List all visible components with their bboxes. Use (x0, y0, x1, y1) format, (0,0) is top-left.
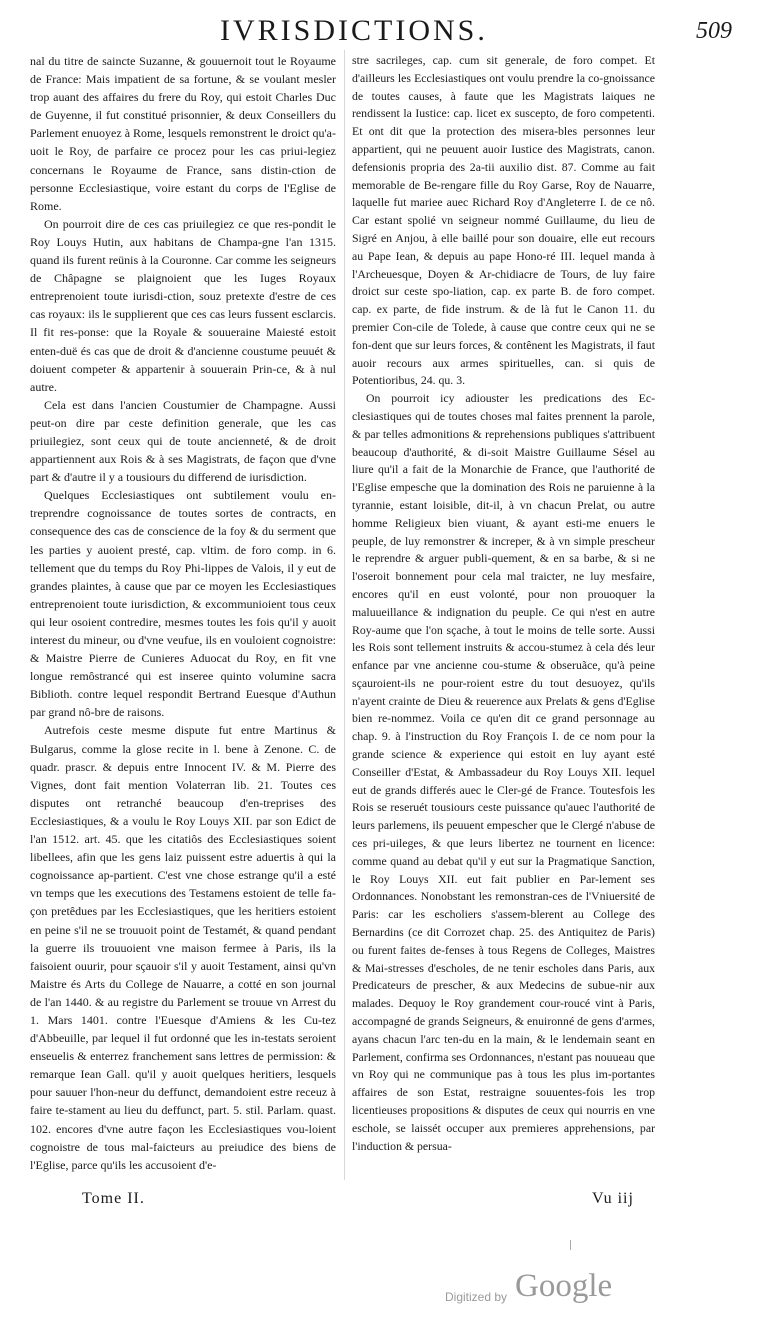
signature-mark: Vu iij (592, 1190, 634, 1207)
volume-label: Tome II. (82, 1190, 145, 1207)
running-title: IVRISDICTIONS. (220, 14, 488, 47)
left-paragraph-1: nal du titre de saincte Suzanne, & gouuernoit tout le Royaume de France: Mais impatient de sa fortune, & se voulant mesler trop auant des affaires du frere du Roy, qui estoit Charles Duc de Guyenne, il fut constitué prisonnier, & deux Conseillers du Parlement enuoyez à Rome, lesquels remonstrent le droict qu'a-uoit le Roy, de parfaire ce procez pour les cas priui-legiez concernans le Royaume de France, sans distin-ction de personne Ecclesiastique, voire estant du corps de l'Eglise de Rome. (30, 54, 336, 213)
left-paragraph-5: Autrefois ceste mesme dispute fut entre Martinus & Bulgarus, comme la glose recite in l. bene à Zenone. C. de quadr. prascr. & depuis entre Innocent IV. & M. Pierre des Vignes, dont fait mention Volaterran lib. 21. Toutes ces disputes ont retranché beaucoup d'en-treprises des Ecclesiastiques, & a voulu le Roy Louys XII. par son Edict de l'an 1512. art. 45. que les citatiôs des Ecclesiastiques soient libellees, afin que les gens laiz puissent estre aduertis à qui la cognoissance ap-partient. C'est vne chose estrange qu'il a esté vn temps que les executions des Testamens estoient de telle fa-çon pretêdues par les Ecclesiastiques, que les heritiers estoient en peine s'il ne se trouuoit point de Testamét, & quand pendant la guerre ils trouuoient vne maison fermee à Paris, ils la faisoient ouurir, pour sçauoir s'il y auoit Testament, ainsi qu'vn Maistre és Arts du College de Nauarre, a cotté en son journal de l'an 1440. & au registre du Parlement se trouue vn Arrest du 1. Mars 1401. contre l'Euesque d'Amiens & les Cu-tez d'Abbeuille, par lequel il fut ordonné que les in-testats seroient enseuelis & enterrez franchement sans lettres de permission: & remarque Iean Gall. qu'il y auoit quelques heritiers, lesquels pour sauuer l'hon-neur du deffunct, demandoient estre receuz à faire te-stament au lieu du deffunct, part. 5. stil. Parlam. quast. 102. encores d'vne autre façon les Ecclesiastiques vou-loient cognoistre de tous mal-faicteurs au preiudice des biens de l'Eglise, parce qu'ils les accusoient d'e- (30, 723, 336, 1172)
left-column (30, 52, 336, 1174)
page-number: 509 (696, 18, 732, 44)
left-paragraph-4: Quelques Ecclesiastiques ont subtilement voulu en-treprendre cognoissance de toutes sortes de contracts, en consequence des cas de conscience de la foy & du serment que les parties y auoient presté, cap. vltim. de foro comp. in 6. tellement que du temps du Roy Phi-lippes de Valois, il y eut de grandes plaintes, à cause que par ce moyen les Ecclesiastiques entreprenoient toute iurisdiction, & excommunioient tous ceux qui leur osoient contredire, mesmes toutes les fois qu'il y auoit interest du mineur, ou d'vne veufue, ils en vouloient cognoistre: & Maistre Pierre de Cunieres Aduocat du Roy, en fit vne longue remôstrancé qui est inseree quinto volumine sacra Biblioth. contre lequel respondit Bertrand Euesque d'Authun par grand nô-bre de raisons. (30, 488, 336, 720)
google-logo: Google (515, 1268, 613, 1304)
margin-mark (570, 1240, 571, 1250)
right-paragraph-1: stre sacrileges, cap. cum sit generale, de foro compet. Et d'ailleurs les Ecclesiastiques ont voulu prendre la co-gnoissance de toutes causes, à faute que les Magistrats laiques ne rendissent la Iustice: cap. licet ex suscepto, de foro competenti. Et ont dit que la protection des misera-bles personnes leur appartient, qui ne peuuent auoir Iustice des Magistrats, canon. defensionis propria des 2a-tii auxilio dist. 87. Comme au fait memorable de Be-rengare fille du Roy Garse, Roy de Nauarre, laquelle fut mariee auec Richard Roy d'Angleterre I. de ce nô. Car estant spolié vn seigneur nommé Guillaume, du lieu de Sigré en Anjou, à elle baillé pour son douaire, elle eut recours au Pape Iean, & depuis au pape Hono-ré III. lequel manda à l'Archeuesque, Doyen & Ar-chidiacre de Tours, de luy faire droict sur ceste spo-liation, cap. ex parte B. de foro compet. cap. ex parte, de fide instrum. & de là fut le Canon 11. du premier Con-cile de Tolede, à cause que contre ceux qui ne se fon-dent que sur leurs forces, & contênent les Magistrats, il faut auoir recours aux armes spirituelles, can. si quis de Potentioribus, 24. qu. 3. (352, 53, 655, 388)
watermark-prefix: Digitized by (445, 1290, 508, 1304)
running-head (0, 10, 764, 50)
right-column (352, 52, 655, 1155)
left-paragraph-3: Cela est dans l'ancien Coustumier de Champagne. Aussi peut-on dire par ceste definition generale, que les cas priuilegiez, sont ceux qui de toute ancienneté, & de droit appartiennent aux Rois & à ses Magistrats, de façon que d'vne part & d'autre il y a tousiours du differend de iurisdiction. (30, 397, 336, 485)
left-paragraph-2: On pourroit dire de ces cas priuilegiez ce que res-pondit le Roy Louys Hutin, aux habitans de Champa-gne l'an 1315. quand ils furent reünis à la Couronne. Car comme les seigneurs de Châpagne se plaignoient que les Iuges Royaux entreprenoient toute iurisdi-ction, souz pretexte d'estre de ces cas royaux: ils le supplierent que ces cas leurs fussent esclarcis. Il fit res-ponse: que la Royale & souueraine Maiesté estoit enten-duë és cas que de droit & d'ancienne coustume peuuét & doiuent competer & appartenir à souuerain Prin-ce, & à nul autre. (30, 216, 336, 394)
column-divider (344, 50, 345, 1180)
right-paragraph-2: On pourroit icy adiouster les predications des Ec-clesiastiques qui de toutes choses mal faites prennent la parole, & par telles admonitions & reprehensions publiques s'attribuent beaucoup d'authorité, & di-soit Maistre Guillaume Sésel au liure qu'il a fait de la Monarchie de France, que l'authorité de l'Eglise empesche que la domination des Rois ne paruienne à la tyrannie, estant loisible, dit-il, à vn chacun Prelat, ou autre homme Religieux bien viuant, & ayant esti-me enuers le peuple, de luy remonstrer & increper, & à vn simple prescheur le reprendre & arguer publi-quement, & en sa barbe, & si ne l'oseroit bonnement pour cela mal traicter, ne luy mesfaire, encores qu'il en eust volonté, pour non prouoquer la maluueillance & indignation du peuple. Ce qui n'est en autre Roy-aume que l'on sçache, à tout le moins de telle sorte. Aussi les Rois sont tellement instruits & accou-stumez à cela dés leur enfance par vne ancienne cou-stume & obseruãce, qu'à peine sçauroient-ils ne pour-roient estre du tout desuoyez, qu'ils n'ayent crainte de Dieu & reuerence aux Prelats & gens d'Eglise bien re-nommez. Voila ce qu'en dit ce grand personnage au chap. 9. à l'instruction du Roy François I. de ce nom pour la grande science & experience qui estoit en luy ayant esté Conseiller d'Estat, & Ambassadeur du Roy Louys XII. lequel eut de grands differés auec le Cler-gé de France. Toutesfois les Rois se reseruét tousiours ceste puissance qu'auec l'authorité de leurs parlemens, ils peuuent empescher que le Clergé n'abuse de ces pri-uileges, & que leurs libertez ne tournent en licence: comme quand au debat qu'il y eut sur la Pragmatique Sanction, le Roy Louys XII. eut fait publier en Par-lement ses Ordonnances. Nonobstant les remonstran-ces de l'Vniuersité de Paris: car les escholiers s'assem-blerent au College des Bernardins (ce dit Corrozet chap. 25. des Antiquitez de Paris) ou furent faites de-fenses à tous Regens de Colleges, Maistres & Mai-stresses d'escholes, de ne tenir escholes dans Paris, aux Predicateurs de prescher, & aux Medecins de subue-nir aux malades. Dequoy le Roy grandement cour-roucé vint à Paris, accompagné de grands Seigneurs, & enuironné de gens d'armes, ayans chacun l'arc ten-du en la main, & le lendemain seant en Parlement, confirma ses Ordonnances, n'estant pas nouueau que vn Roy qui ne communique pas à tous les plus im-portantes affaires de son Estat, restraigne souuentes-fois les trop licentieuses propositions & disputes de ceux qui nourris en vne eschole, se laissét occuper aux premieres apprehensions, par l'induction & persua- (352, 391, 655, 1153)
